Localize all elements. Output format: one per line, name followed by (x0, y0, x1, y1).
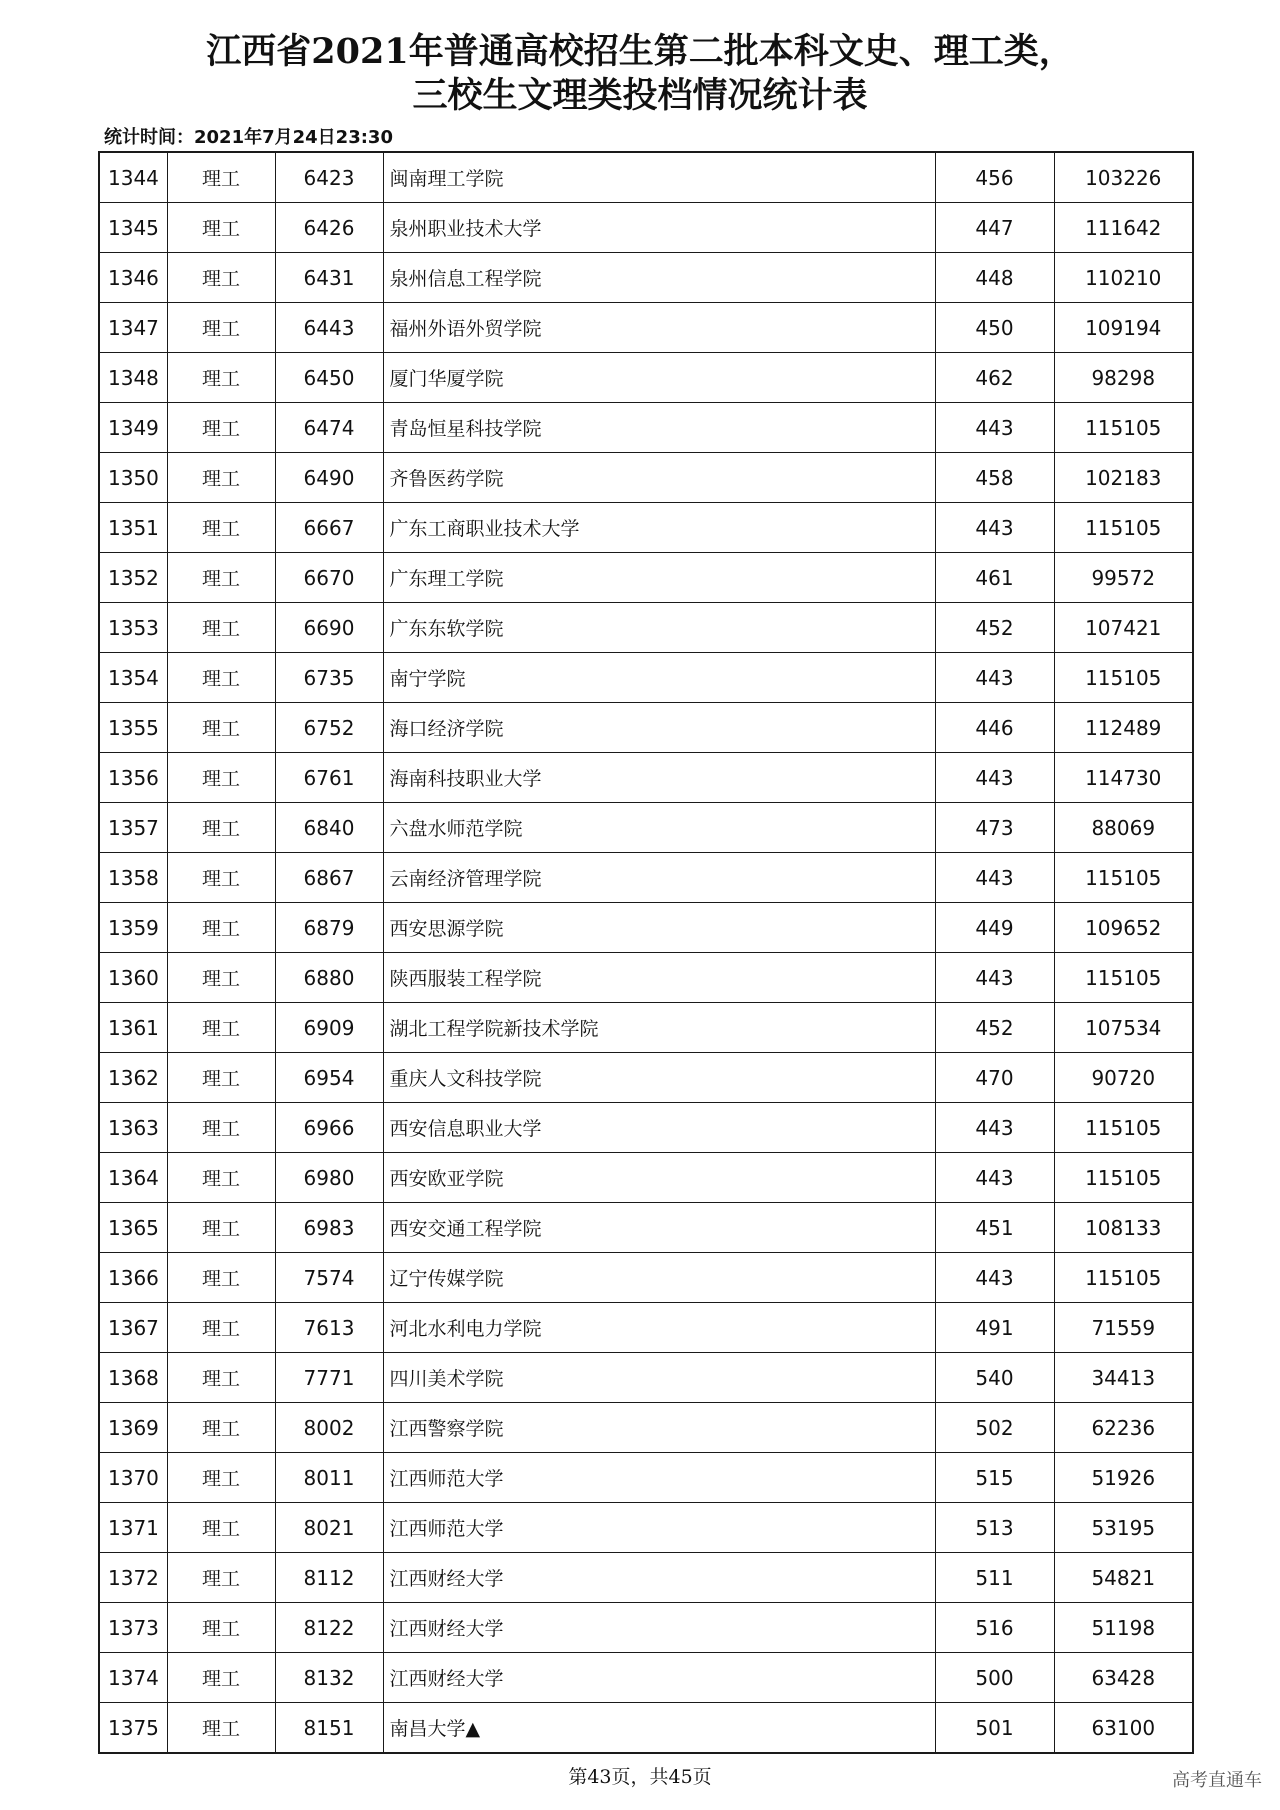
rank-cell: 51926 (1054, 1453, 1193, 1503)
rank-cell: 99572 (1054, 553, 1193, 603)
min-score-cell: 443 (935, 503, 1054, 553)
category-cell: 理工 (167, 1153, 275, 1203)
category-cell: 理工 (167, 1353, 275, 1403)
table-body (99, 152, 1193, 1753)
table-row (99, 503, 1193, 553)
rank-cell: 88069 (1054, 803, 1193, 853)
rank-cell: 71559 (1054, 1303, 1193, 1353)
category-cell: 理工 (167, 553, 275, 603)
row-number-cell: 1354 (99, 653, 167, 703)
school-code-cell: 6980 (275, 1153, 383, 1203)
school-name-cell: 青岛恒星科技学院 (383, 403, 935, 453)
min-score-cell: 452 (935, 1003, 1054, 1053)
school-name-cell: 江西警察学院 (383, 1403, 935, 1453)
table-row (99, 453, 1193, 503)
row-number-cell: 1372 (99, 1553, 167, 1603)
category-cell: 理工 (167, 403, 275, 453)
min-score-cell: 447 (935, 203, 1054, 253)
rank-cell: 115105 (1054, 1253, 1193, 1303)
min-score-cell: 452 (935, 603, 1054, 653)
row-number-cell: 1344 (99, 152, 167, 203)
rank-cell: 63100 (1054, 1703, 1193, 1754)
row-number-cell: 1362 (99, 1053, 167, 1103)
min-score-cell: 451 (935, 1203, 1054, 1253)
school-name-cell: 西安交通工程学院 (383, 1203, 935, 1253)
table-row (99, 903, 1193, 953)
table-row (99, 653, 1193, 703)
rank-cell: 115105 (1054, 503, 1193, 553)
rank-cell: 115105 (1054, 403, 1193, 453)
rank-cell: 98298 (1054, 353, 1193, 403)
school-name-cell: 泉州信息工程学院 (383, 253, 935, 303)
school-name-cell: 四川美术学院 (383, 1353, 935, 1403)
table-row (99, 703, 1193, 753)
school-name-cell: 广东东软学院 (383, 603, 935, 653)
category-cell: 理工 (167, 753, 275, 803)
min-score-cell: 456 (935, 152, 1054, 203)
table-row (99, 1153, 1193, 1203)
category-cell: 理工 (167, 453, 275, 503)
school-name-cell: 江西财经大学 (383, 1653, 935, 1703)
category-cell: 理工 (167, 953, 275, 1003)
rank-cell: 53195 (1054, 1503, 1193, 1553)
min-score-cell: 443 (935, 1103, 1054, 1153)
school-code-cell: 6966 (275, 1103, 383, 1153)
school-name-cell: 广东理工学院 (383, 553, 935, 603)
school-name-cell: 海口经济学院 (383, 703, 935, 753)
school-code-cell: 8112 (275, 1553, 383, 1603)
category-cell: 理工 (167, 853, 275, 903)
row-number-cell: 1345 (99, 203, 167, 253)
school-name-cell: 六盘水师范学院 (383, 803, 935, 853)
school-code-cell: 8002 (275, 1403, 383, 1453)
table-row (99, 1503, 1193, 1553)
category-cell: 理工 (167, 1103, 275, 1153)
school-name-cell: 西安思源学院 (383, 903, 935, 953)
row-number-cell: 1364 (99, 1153, 167, 1203)
school-name-cell: 海南科技职业大学 (383, 753, 935, 803)
school-code-cell: 7771 (275, 1353, 383, 1403)
table-row (99, 803, 1193, 853)
rank-cell: 110210 (1054, 253, 1193, 303)
table-row (99, 1253, 1193, 1303)
category-cell: 理工 (167, 1403, 275, 1453)
category-cell: 理工 (167, 1553, 275, 1603)
table-row (99, 152, 1193, 203)
document-title-line1: 江西省2021年普通高校招生第二批本科文史、理工类， (206, 31, 1074, 72)
school-code-cell: 6423 (275, 152, 383, 203)
school-code-cell: 6490 (275, 453, 383, 503)
min-score-cell: 470 (935, 1053, 1054, 1103)
rank-cell: 102183 (1054, 453, 1193, 503)
school-code-cell: 6879 (275, 903, 383, 953)
document-title-line2: 三校生文理类投档情况统计表 (412, 75, 868, 116)
school-name-cell: 辽宁传媒学院 (383, 1253, 935, 1303)
row-number-cell: 1361 (99, 1003, 167, 1053)
rank-cell: 115105 (1054, 1153, 1193, 1203)
table-row (99, 303, 1193, 353)
school-code-cell: 6690 (275, 603, 383, 653)
row-number-cell: 1373 (99, 1603, 167, 1653)
school-code-cell: 6909 (275, 1003, 383, 1053)
table-row (99, 1053, 1193, 1103)
rank-cell: 111642 (1054, 203, 1193, 253)
school-code-cell: 8132 (275, 1653, 383, 1703)
rank-cell: 115105 (1054, 953, 1193, 1003)
rank-cell: 115105 (1054, 1103, 1193, 1153)
school-name-cell: 西安信息职业大学 (383, 1103, 935, 1153)
row-number-cell: 1351 (99, 503, 167, 553)
min-score-cell: 446 (935, 703, 1054, 753)
school-name-cell: 江西财经大学 (383, 1553, 935, 1603)
rank-cell: 112489 (1054, 703, 1193, 753)
school-code-cell: 6735 (275, 653, 383, 703)
table-row (99, 1003, 1193, 1053)
category-cell: 理工 (167, 1703, 275, 1754)
table-row (99, 1203, 1193, 1253)
school-code-cell: 8122 (275, 1603, 383, 1653)
min-score-cell: 448 (935, 253, 1054, 303)
min-score-cell: 516 (935, 1603, 1054, 1653)
category-cell: 理工 (167, 1053, 275, 1103)
category-cell: 理工 (167, 603, 275, 653)
school-code-cell: 7574 (275, 1253, 383, 1303)
rank-cell: 103226 (1054, 152, 1193, 203)
table-row (99, 1453, 1193, 1503)
school-code-cell: 6474 (275, 403, 383, 453)
school-code-cell: 7613 (275, 1303, 383, 1353)
school-name-cell: 福州外语外贸学院 (383, 303, 935, 353)
table-row (99, 553, 1193, 603)
category-cell: 理工 (167, 353, 275, 403)
rank-cell: 107421 (1054, 603, 1193, 653)
min-score-cell: 540 (935, 1353, 1054, 1403)
school-name-cell: 西安欧亚学院 (383, 1153, 935, 1203)
rank-cell: 115105 (1054, 853, 1193, 903)
row-number-cell: 1363 (99, 1103, 167, 1153)
rank-cell: 114730 (1054, 753, 1193, 803)
row-number-cell: 1355 (99, 703, 167, 753)
page-number: 第43页，共45页 (568, 1766, 712, 1788)
category-cell: 理工 (167, 1603, 275, 1653)
table-row (99, 203, 1193, 253)
min-score-cell: 491 (935, 1303, 1054, 1353)
row-number-cell: 1367 (99, 1303, 167, 1353)
category-cell: 理工 (167, 703, 275, 753)
row-number-cell: 1365 (99, 1203, 167, 1253)
table-row (99, 753, 1193, 803)
table-row (99, 1703, 1193, 1754)
rank-cell: 107534 (1054, 1003, 1193, 1053)
min-score-cell: 443 (935, 1153, 1054, 1203)
school-code-cell: 6840 (275, 803, 383, 853)
school-code-cell: 8151 (275, 1703, 383, 1754)
school-name-cell: 南宁学院 (383, 653, 935, 703)
table-row (99, 1553, 1193, 1603)
category-cell: 理工 (167, 1003, 275, 1053)
table-row (99, 1103, 1193, 1153)
row-number-cell: 1366 (99, 1253, 167, 1303)
row-number-cell: 1346 (99, 253, 167, 303)
category-cell: 理工 (167, 1453, 275, 1503)
rank-cell: 109652 (1054, 903, 1193, 953)
category-cell: 理工 (167, 503, 275, 553)
row-number-cell: 1359 (99, 903, 167, 953)
school-code-cell: 6667 (275, 503, 383, 553)
school-name-cell: 江西财经大学 (383, 1603, 935, 1653)
category-cell: 理工 (167, 1253, 275, 1303)
row-number-cell: 1349 (99, 403, 167, 453)
min-score-cell: 443 (935, 653, 1054, 703)
school-name-cell: 江西师范大学 (383, 1503, 935, 1553)
category-cell: 理工 (167, 152, 275, 203)
row-number-cell: 1352 (99, 553, 167, 603)
row-number-cell: 1360 (99, 953, 167, 1003)
min-score-cell: 500 (935, 1653, 1054, 1703)
category-cell: 理工 (167, 1503, 275, 1553)
school-name-cell: 河北水利电力学院 (383, 1303, 935, 1353)
table-row (99, 403, 1193, 453)
rank-cell: 109194 (1054, 303, 1193, 353)
min-score-cell: 443 (935, 853, 1054, 903)
school-code-cell: 6880 (275, 953, 383, 1003)
min-score-cell: 501 (935, 1703, 1054, 1754)
row-number-cell: 1358 (99, 853, 167, 903)
table-row (99, 853, 1193, 903)
school-name-cell: 陕西服装工程学院 (383, 953, 935, 1003)
row-number-cell: 1368 (99, 1353, 167, 1403)
table-row (99, 253, 1193, 303)
min-score-cell: 511 (935, 1553, 1054, 1603)
school-name-cell: 重庆人文科技学院 (383, 1053, 935, 1103)
row-number-cell: 1371 (99, 1503, 167, 1553)
watermark: 高考直通车 (1172, 1770, 1262, 1791)
row-number-cell: 1375 (99, 1703, 167, 1754)
rank-cell: 34413 (1054, 1353, 1193, 1403)
row-number-cell: 1374 (99, 1653, 167, 1703)
table-row (99, 1653, 1193, 1703)
rank-cell: 115105 (1054, 653, 1193, 703)
category-cell: 理工 (167, 653, 275, 703)
row-number-cell: 1370 (99, 1453, 167, 1503)
table-row (99, 353, 1193, 403)
statistics-time: 统计时间：2021年7月24日23:30 (104, 127, 393, 148)
row-number-cell: 1369 (99, 1403, 167, 1453)
rank-cell: 62236 (1054, 1403, 1193, 1453)
admission-table (98, 151, 1194, 1754)
row-number-cell: 1356 (99, 753, 167, 803)
category-cell: 理工 (167, 303, 275, 353)
school-name-cell: 泉州职业技术大学 (383, 203, 935, 253)
min-score-cell: 443 (935, 753, 1054, 803)
category-cell: 理工 (167, 1653, 275, 1703)
school-code-cell: 6450 (275, 353, 383, 403)
row-number-cell: 1348 (99, 353, 167, 403)
school-name-cell: 江西师范大学 (383, 1453, 935, 1503)
table-row (99, 1603, 1193, 1653)
min-score-cell: 449 (935, 903, 1054, 953)
min-score-cell: 462 (935, 353, 1054, 403)
min-score-cell: 443 (935, 953, 1054, 1003)
school-name-cell: 闽南理工学院 (383, 152, 935, 203)
row-number-cell: 1347 (99, 303, 167, 353)
row-number-cell: 1353 (99, 603, 167, 653)
min-score-cell: 515 (935, 1453, 1054, 1503)
table-row (99, 953, 1193, 1003)
school-code-cell: 6431 (275, 253, 383, 303)
rank-cell: 90720 (1054, 1053, 1193, 1103)
school-code-cell: 6752 (275, 703, 383, 753)
category-cell: 理工 (167, 1203, 275, 1253)
min-score-cell: 473 (935, 803, 1054, 853)
min-score-cell: 458 (935, 453, 1054, 503)
min-score-cell: 443 (935, 403, 1054, 453)
rank-cell: 54821 (1054, 1553, 1193, 1603)
rank-cell: 51198 (1054, 1603, 1193, 1653)
min-score-cell: 502 (935, 1403, 1054, 1453)
school-name-cell: 南昌大学▲ (383, 1703, 935, 1754)
school-name-cell: 广东工商职业技术大学 (383, 503, 935, 553)
school-code-cell: 8021 (275, 1503, 383, 1553)
school-code-cell: 6867 (275, 853, 383, 903)
category-cell: 理工 (167, 1303, 275, 1353)
category-cell: 理工 (167, 253, 275, 303)
table-row (99, 1303, 1193, 1353)
school-code-cell: 6983 (275, 1203, 383, 1253)
school-code-cell: 6761 (275, 753, 383, 803)
table-row (99, 1403, 1193, 1453)
category-cell: 理工 (167, 203, 275, 253)
school-code-cell: 8011 (275, 1453, 383, 1503)
school-name-cell: 齐鲁医药学院 (383, 453, 935, 503)
school-code-cell: 6426 (275, 203, 383, 253)
rank-cell: 63428 (1054, 1653, 1193, 1703)
category-cell: 理工 (167, 803, 275, 853)
category-cell: 理工 (167, 903, 275, 953)
rank-cell: 108133 (1054, 1203, 1193, 1253)
school-code-cell: 6670 (275, 553, 383, 603)
min-score-cell: 450 (935, 303, 1054, 353)
school-code-cell: 6954 (275, 1053, 383, 1103)
school-name-cell: 厦门华厦学院 (383, 353, 935, 403)
school-name-cell: 云南经济管理学院 (383, 853, 935, 903)
row-number-cell: 1350 (99, 453, 167, 503)
school-code-cell: 6443 (275, 303, 383, 353)
min-score-cell: 461 (935, 553, 1054, 603)
row-number-cell: 1357 (99, 803, 167, 853)
table-row (99, 1353, 1193, 1403)
min-score-cell: 443 (935, 1253, 1054, 1303)
table-row (99, 603, 1193, 653)
school-name-cell: 湖北工程学院新技术学院 (383, 1003, 935, 1053)
min-score-cell: 513 (935, 1503, 1054, 1553)
